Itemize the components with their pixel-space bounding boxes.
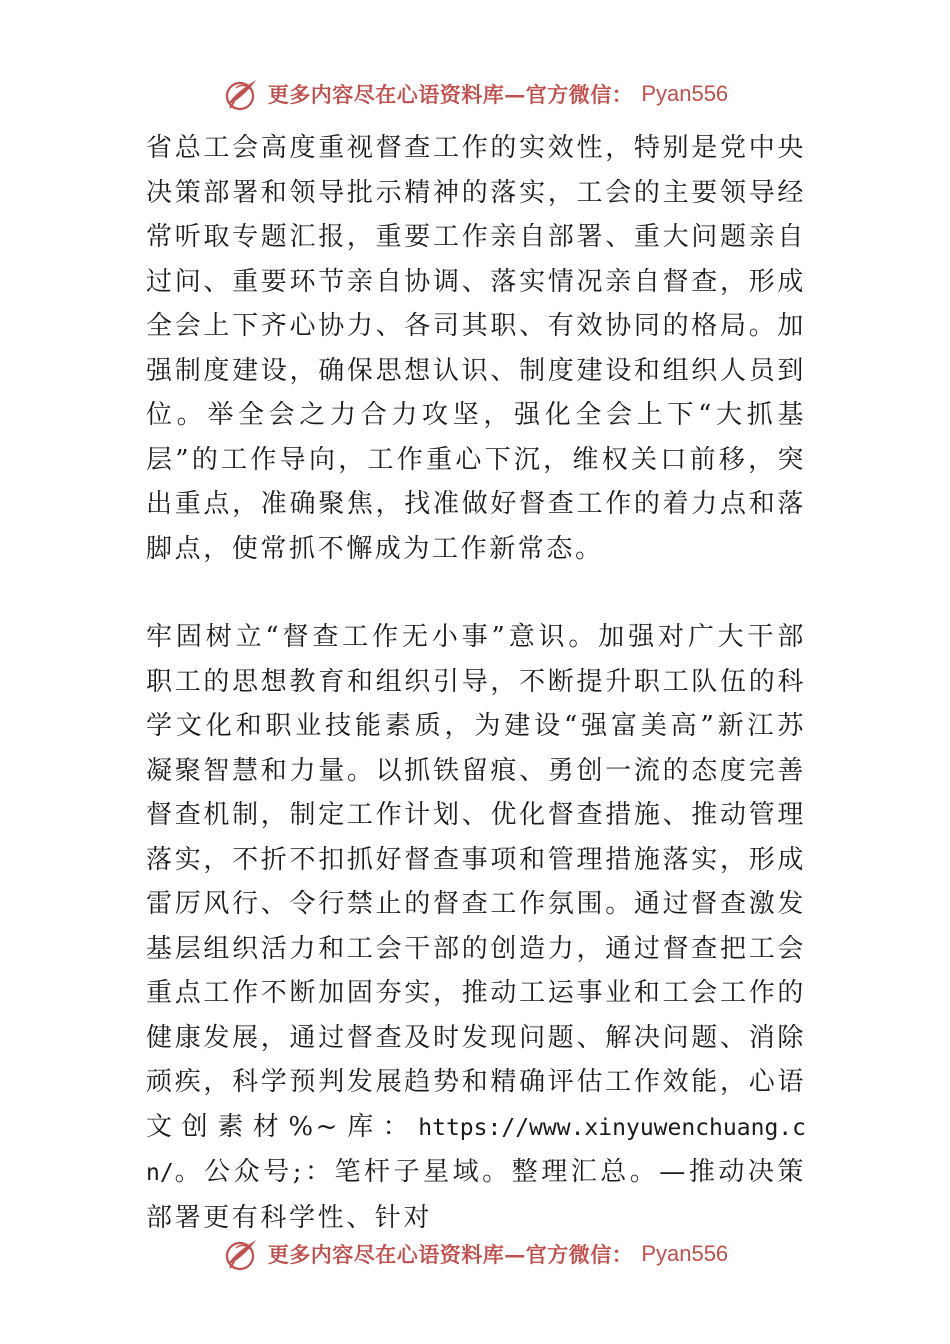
- paragraph-2: [146, 615, 806, 1240]
- quill-circle-icon: [222, 1234, 262, 1274]
- header-banner: [0, 72, 950, 116]
- paragraph-1: 省总工会高度重视督查工作的实效性，特别是党中央决策部署和领导批示精神的落实，工会的主要领导经常听取专题汇报，重要工作亲自部署、重大问题亲自过问、重要环节亲自协调、落实情况亲自督查，形成全会上下齐心协力、各司其职、有效协同的格局。加强制度建设，确保思想认识、制度建设和组织人员到位。举全会之力合力攻坚，强化全会上下“大抓基层”的工作导向，工作重心下沉，维权关口前移，突出重点，准确聚焦，找准做好督查工作的着力点和落脚点，使常抓不懈成为工作新常态。: [146, 133, 806, 564]
- document-body: [146, 126, 806, 1240]
- source-url-link[interactable]: https://www.xinyuwenchuang.cn/: [146, 1114, 806, 1186]
- footer-banner: [0, 1232, 950, 1276]
- paragraph-2-text: 牢固树立“督查工作无小事”意识。加强对广大干部职工的思想教育和组织引导，不断提升职工队伍的科学文化和职业技能素质，为建设“强富美高”新江苏凝聚智慧和力量。以抓铁留痕、勇创一流的态度完善督查机制，制定工作计划、优化督查措施、推动管理落实，不折不扣抓好督查事项和管理措施落实，形成雷厉风行、令行禁止的督查工作氛围。通过督查激发基层组织活力和工会干部的创造力，通过督查把工会重点工作不断加固夯实，推动工运事业和工会工作的健康发展，通过督查及时发现问题、解决问题、消除顽疾，科学预判发展趋势和精确评估工作效能，心语文创素材%~库：: [146, 622, 806, 1142]
- header-banner-text: 更多内容尽在心语资料库—官方微信：: [267, 82, 634, 107]
- footer-wechat-id: Pyan556: [641, 1241, 729, 1266]
- quill-circle-icon: [222, 74, 262, 114]
- footer-banner-text: 更多内容尽在心语资料库—官方微信：: [267, 1242, 634, 1267]
- header-wechat-id: Pyan556: [641, 81, 729, 106]
- paragraph-2-tail: 。公众号;：笔杆子星域。整理汇总。—推动决策部署更有科学性、针对: [146, 1157, 806, 1233]
